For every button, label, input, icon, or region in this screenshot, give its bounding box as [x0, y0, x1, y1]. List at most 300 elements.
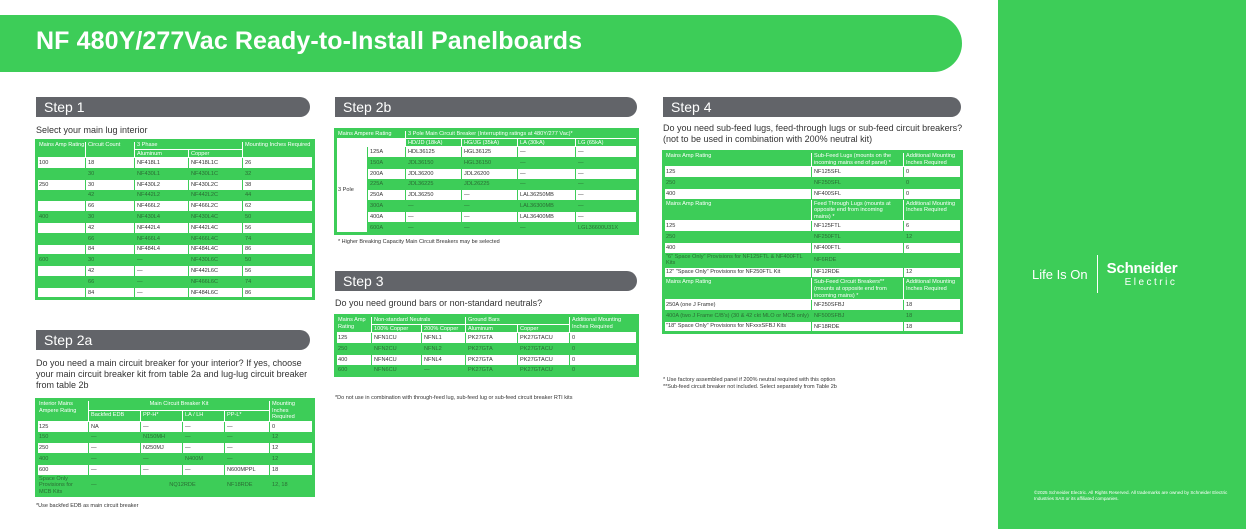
table-cell: 600: [37, 464, 89, 475]
table-cell: 18: [270, 464, 314, 475]
table-cell: NF418L1C: [189, 158, 243, 169]
table-cell: NF442L2C: [189, 190, 243, 201]
table-cell: NF430L1: [135, 168, 189, 179]
table-row: [664, 310, 962, 321]
table-cell: 400: [664, 188, 812, 199]
table-cell: [37, 190, 86, 201]
table-cell: NF430L4C: [189, 212, 243, 223]
table-cell: Space Only Provisions for MCB Kits: [37, 475, 89, 495]
table-cell: —: [462, 222, 518, 233]
table-row: [37, 244, 314, 255]
col-header: 100% Copper: [372, 324, 422, 333]
table-cell: PK27GTA: [466, 343, 518, 354]
table-cell: NF430L6C: [189, 255, 243, 266]
col-header: HD/JD (18kA): [406, 138, 462, 147]
table-row: [336, 333, 638, 344]
step1-question: Select your main lug interior: [36, 125, 148, 135]
col-header: LG (65kA): [576, 138, 638, 147]
table-row: [664, 253, 962, 267]
table-row: [336, 190, 638, 201]
table-cell: NQ12RDE: [141, 475, 225, 495]
table-cell: 62: [243, 201, 314, 212]
life-is-on-tagline: Life Is On: [1032, 266, 1088, 282]
col-header: Mains Amp Rating: [336, 316, 372, 333]
table-cell: PK27GTACU: [518, 333, 570, 344]
table-cell: [37, 266, 86, 277]
col-header: Backfed EDB: [89, 410, 141, 421]
page-title: NF 480Y/277Vac Ready-to-Install Panelboards: [36, 27, 583, 55]
col-header: Sub-Feed Circuit Breakers** (mounts at opposite end from incoming mains) *: [812, 278, 904, 300]
table-cell: N150MH: [141, 432, 183, 443]
table-cell: 12: [270, 443, 314, 454]
table-cell: NF430L4: [135, 212, 189, 223]
table-cell: 250: [664, 177, 812, 188]
table-cell: 0: [570, 354, 638, 365]
table-cell: 0: [570, 333, 638, 344]
table-cell: 18: [86, 158, 135, 169]
table-cell: NF250FTL: [812, 232, 904, 243]
table-cell: —: [406, 201, 462, 212]
col-header: Circuit Count: [86, 141, 135, 158]
table-row: [664, 300, 962, 311]
table-row: [336, 147, 638, 158]
col-header: LA / LH: [183, 410, 225, 421]
table-cell: 125: [664, 221, 812, 232]
table-cell: 0: [570, 365, 638, 376]
step3-table: [335, 315, 638, 376]
table-cell: NA: [89, 421, 141, 432]
col-header: Ground Bars: [466, 316, 570, 325]
table-row: [664, 267, 962, 278]
table-cell: NF430L2: [135, 179, 189, 190]
table-cell: LGL36600U31X: [576, 222, 638, 233]
table-cell: 32: [243, 168, 314, 179]
table-cell: PK27GTA: [466, 333, 518, 344]
table-cell: 30: [86, 168, 135, 179]
table-cell: HDL36125: [406, 147, 462, 158]
table-cell: —: [225, 443, 270, 454]
col-header: Mains Amp Rating: [664, 152, 812, 167]
table-cell: NF400SFL: [812, 188, 904, 199]
col-header: HG/JG (35kA): [462, 138, 518, 147]
table-row: [37, 158, 314, 169]
step4-question: Do you need sub-feed lugs, feed-through lugs or sub-feed circuit breakers? (not to be used in combination with 200% neutral kit): [663, 123, 963, 144]
table-cell: —: [135, 266, 189, 277]
step1-table: [36, 140, 314, 299]
step3-question: Do you need ground bars or non-standard neutrals?: [335, 298, 543, 308]
col-header: Mains Ampere Rating: [336, 130, 406, 139]
table-cell: [904, 253, 962, 267]
table-cell: NF418L1: [135, 158, 189, 169]
table-cell: —: [225, 432, 270, 443]
table-cell: —: [183, 443, 225, 454]
table-cell: 100: [37, 158, 86, 169]
col-header: Mains Amp Rating: [664, 278, 812, 300]
table-cell: 12: [270, 432, 314, 443]
table-cell: —: [576, 179, 638, 190]
table-cell: [37, 168, 86, 179]
table-cell: 42: [86, 266, 135, 277]
table-cell: —: [576, 211, 638, 222]
table-cell: NF12RDE: [812, 267, 904, 278]
table-row: [37, 201, 314, 212]
table-cell: —: [225, 454, 270, 465]
table-cell: 250A (one J Frame): [664, 300, 812, 311]
col-header: 3 Pole Main Circuit Breaker (Interrupting ratings at 480Y/277 Vac)*: [406, 130, 638, 139]
table-cell: 74: [243, 233, 314, 244]
table-row: [664, 177, 962, 188]
table-cell: 600: [37, 255, 86, 266]
table-cell: 125: [336, 333, 372, 344]
table-cell: PK27GTACU: [518, 343, 570, 354]
table-cell: —: [141, 464, 183, 475]
table-cell: NFNL4: [422, 354, 466, 365]
table-cell: JDL36225: [406, 179, 462, 190]
table-cell: 12: [270, 454, 314, 465]
table-cell: 250: [37, 443, 89, 454]
table-cell: NF442L2: [135, 190, 189, 201]
table-cell: [37, 244, 86, 255]
table-cell: —: [518, 147, 576, 158]
table-cell: —: [576, 201, 638, 212]
table-cell: 12, 18: [270, 475, 314, 495]
table-row: [664, 232, 962, 243]
table-row: [37, 464, 314, 475]
table-cell: 0: [904, 167, 962, 178]
table-cell: 600A: [368, 222, 406, 233]
table-row: [37, 287, 314, 298]
brand-divider: [1097, 255, 1098, 293]
table-cell: 150A: [368, 157, 406, 168]
brand-panel: [998, 0, 1246, 529]
col-header: Feed Through Lugs (mounts at opposite end from incoming mains) *: [812, 199, 904, 221]
table-cell: 0: [904, 177, 962, 188]
table-cell: 250A: [368, 190, 406, 201]
table-cell: —: [141, 421, 183, 432]
brand-logo: [1032, 255, 1177, 293]
step4-footnote-2: **Sub-feed circuit breaker not included. Select separately from Table 2b: [663, 384, 837, 390]
table-cell: 125: [664, 167, 812, 178]
step2a-table: [36, 399, 314, 496]
table-row: [37, 233, 314, 244]
col-header: Mounting Inches Required: [270, 400, 314, 422]
table-cell: 30: [86, 179, 135, 190]
table-cell: [37, 233, 86, 244]
step4-table: [663, 151, 962, 333]
table-cell: 74: [243, 276, 314, 287]
table-row: [37, 179, 314, 190]
table-cell: NFN4CU: [372, 354, 422, 365]
table-cell: —: [576, 168, 638, 179]
table-cell: 26: [243, 158, 314, 169]
schneider-logo: Schneider Electric: [1106, 259, 1178, 288]
table-row: [336, 201, 638, 212]
table-row: [336, 157, 638, 168]
table-cell: "6" Space Only" Provisions for NF125FTL & NF400FTL Kits: [664, 253, 812, 267]
table-cell: NF125FTL: [812, 221, 904, 232]
table-cell: NFN6CU: [372, 365, 422, 376]
table-cell: 86: [243, 287, 314, 298]
table-cell: 12: [904, 232, 962, 243]
table-cell: —: [135, 255, 189, 266]
table-cell: NF18RDE: [225, 475, 270, 495]
table-cell: NFN2CU: [372, 343, 422, 354]
table-cell: —: [183, 464, 225, 475]
step4-heading: Step 4: [663, 97, 961, 117]
table-cell: 0: [904, 188, 962, 199]
table-cell: 12: [904, 267, 962, 278]
table-cell: JDL36250: [406, 190, 462, 201]
table-cell: NF430L1C: [189, 168, 243, 179]
step2b-heading: Step 2b: [335, 97, 637, 117]
table-cell: "18" Space Only" Provisions for NFxxxSFBJ Kits: [664, 321, 812, 332]
table-cell: 66: [86, 276, 135, 287]
col-header: Copper: [518, 324, 570, 333]
table-row: [37, 443, 314, 454]
table-cell: —: [462, 190, 518, 201]
table-cell: NF400FTL: [812, 242, 904, 253]
table-cell: NF250SFL: [812, 177, 904, 188]
table-row: [336, 222, 638, 233]
table-cell: 0: [270, 421, 314, 432]
table-cell: 200A: [368, 168, 406, 179]
col-header: Non-standard Neutrals: [372, 316, 466, 325]
table-cell: LAL36300MB: [518, 201, 576, 212]
table-cell: 0: [570, 343, 638, 354]
table-cell: JDL26225: [462, 179, 518, 190]
table-cell: —: [141, 454, 183, 465]
step2b-footnote: * Higher Breaking Capacity Main Circuit Breakers may be selected: [338, 239, 500, 245]
col-header: Mains Amp Rating: [37, 141, 86, 158]
table-cell: HGL36125: [462, 147, 518, 158]
table-cell: NF466L4: [135, 233, 189, 244]
table-cell: 400A (two J Frame C/B's) (30 & 42 ckt MLO or MCB only): [664, 310, 812, 321]
table-cell: NF442L6C: [189, 266, 243, 277]
table-row: [37, 190, 314, 201]
table-cell: N250MJ: [141, 443, 183, 454]
table-cell: 50: [243, 212, 314, 223]
step2a-question: Do you need a main circuit breaker for your interior? If yes, choose your main circuit breaker kit from table 2a and lug-lug circuit breaker from table 2b: [36, 358, 308, 390]
table-cell: —: [89, 464, 141, 475]
table-row: [37, 475, 314, 495]
col-header: 200% Copper: [422, 324, 466, 333]
table-cell: 18: [904, 300, 962, 311]
table-cell: 18: [904, 321, 962, 332]
table-cell: NF466L6C: [189, 276, 243, 287]
table-cell: 12" "Space Only" Provisions for NF250FTL Kit: [664, 267, 812, 278]
table-cell: —: [518, 222, 576, 233]
table-row: [336, 343, 638, 354]
col-header: Aluminum: [135, 149, 189, 158]
table-cell: NF6RDE: [812, 253, 904, 267]
step3-footnote: *Do not use in combination with through-feed lug, sub-feed lug or sub-feed circuit breaker RTI kits: [335, 395, 573, 401]
table-cell: NF466L4C: [189, 233, 243, 244]
table-cell: NF430L2C: [189, 179, 243, 190]
table-cell: NFNL2: [422, 343, 466, 354]
table-cell: 125A: [368, 147, 406, 158]
table-row: [37, 212, 314, 223]
col-header: Additional Mounting Inches Required: [904, 199, 962, 221]
table-cell: [37, 276, 86, 287]
table-cell: 6: [904, 242, 962, 253]
table-cell: —: [518, 179, 576, 190]
table-cell: —: [576, 190, 638, 201]
col-header: Additional Mounting Inches Required: [904, 278, 962, 300]
table-cell: 56: [243, 222, 314, 233]
table-cell: 44: [243, 190, 314, 201]
table-cell: 38: [243, 179, 314, 190]
table-cell: 150: [37, 432, 89, 443]
table-cell: 50: [243, 255, 314, 266]
table-cell: NF125SFL: [812, 167, 904, 178]
table-cell: —: [89, 432, 141, 443]
table-cell: 42: [86, 222, 135, 233]
table-row: [336, 179, 638, 190]
table-cell: 6: [904, 221, 962, 232]
table-cell: 400: [37, 212, 86, 223]
col-header: Mounting Inches Required: [243, 141, 314, 158]
step3-heading: Step 3: [335, 271, 637, 291]
table-cell: —: [518, 168, 576, 179]
pole-label: 3 Pole: [336, 147, 368, 233]
table-row: [336, 168, 638, 179]
table-cell: 30: [86, 212, 135, 223]
table-cell: —: [183, 421, 225, 432]
table-cell: N400M: [183, 454, 225, 465]
col-header: Interior Mains Ampere Rating: [37, 400, 89, 422]
table-cell: —: [462, 211, 518, 222]
step1-heading: Step 1: [36, 97, 310, 117]
table-row: [664, 167, 962, 178]
table-cell: —: [406, 211, 462, 222]
table-cell: NF442L4C: [189, 222, 243, 233]
table-row: [37, 454, 314, 465]
table-cell: NF484L4C: [189, 244, 243, 255]
table-cell: —: [406, 222, 462, 233]
table-cell: —: [462, 201, 518, 212]
table-row: [37, 432, 314, 443]
col-header: Additional Mounting Inches Required: [904, 152, 962, 167]
step2b-table: [335, 129, 638, 234]
copyright-text: ©2025 Schneider Electric. All Rights Reserved. All trademarks are owned by Schneider Electric Industries SAS or its affiliated companies.: [1034, 490, 1228, 502]
table-cell: 400A: [368, 211, 406, 222]
table-cell: 84: [86, 287, 135, 298]
table-cell: 30: [86, 255, 135, 266]
table-cell: 125: [37, 421, 89, 432]
table-row: [37, 421, 314, 432]
table-cell: PK27GTACU: [518, 365, 570, 376]
col-header: PP-H*: [141, 410, 183, 421]
table-row: [37, 168, 314, 179]
table-cell: N600MPPL: [225, 464, 270, 475]
table-cell: 225A: [368, 179, 406, 190]
table-cell: NF466L2: [135, 201, 189, 212]
title-banner: [0, 15, 962, 72]
table-cell: HGL36150: [462, 157, 518, 168]
table-cell: 56: [243, 266, 314, 277]
table-cell: 400: [336, 354, 372, 365]
table-cell: NF484L6C: [189, 287, 243, 298]
table-row: [336, 354, 638, 365]
table-cell: 66: [86, 233, 135, 244]
table-cell: —: [89, 443, 141, 454]
table-cell: [37, 222, 86, 233]
table-row: [664, 188, 962, 199]
table-cell: 600: [336, 365, 372, 376]
table-cell: NF466L2C: [189, 201, 243, 212]
col-header: 3 Phase: [135, 141, 243, 150]
table-cell: PK27GTA: [466, 365, 518, 376]
step4-footnote-1: * Use factory assembled panel if 200% neutral required with this option: [663, 377, 836, 383]
table-cell: 300A: [368, 201, 406, 212]
table-cell: —: [576, 157, 638, 168]
table-row: [37, 276, 314, 287]
step2a-heading: Step 2a: [36, 330, 310, 350]
table-cell: —: [183, 432, 225, 443]
table-cell: 84: [86, 244, 135, 255]
col-header: Mains Amp Rating: [664, 199, 812, 221]
table-cell: [37, 287, 86, 298]
table-cell: NF442L4: [135, 222, 189, 233]
col-header: Aluminum: [466, 324, 518, 333]
step2a-footnote: *Use backfed EDB as main circuit breaker: [36, 503, 139, 509]
table-cell: —: [89, 475, 141, 495]
col-header: Main Circuit Breaker Kit: [89, 400, 270, 411]
table-row: [664, 242, 962, 253]
table-cell: 400: [664, 242, 812, 253]
table-cell: NF484L4: [135, 244, 189, 255]
table-cell: 400: [37, 454, 89, 465]
table-row: [664, 221, 962, 232]
table-cell: —: [225, 421, 270, 432]
table-cell: 66: [86, 201, 135, 212]
col-header: PP-L*: [225, 410, 270, 421]
table-row: [336, 211, 638, 222]
table-cell: JDL26200: [462, 168, 518, 179]
table-cell: LAL36400MB: [518, 211, 576, 222]
table-cell: 250: [37, 179, 86, 190]
table-row: [664, 321, 962, 332]
table-row: [336, 365, 638, 376]
table-cell: LAL36250MB: [518, 190, 576, 201]
table-row: [37, 266, 314, 277]
table-cell: —: [89, 454, 141, 465]
table-cell: 250: [336, 343, 372, 354]
table-cell: PK27GTA: [466, 354, 518, 365]
table-cell: 42: [86, 190, 135, 201]
col-header: Copper: [189, 149, 243, 158]
table-cell: JDL36200: [406, 168, 462, 179]
table-cell: [37, 201, 86, 212]
table-cell: NFNL1: [422, 333, 466, 344]
table-cell: 18: [904, 310, 962, 321]
col-header: LA (30kA): [518, 138, 576, 147]
table-cell: NF18RDE: [812, 321, 904, 332]
table-cell: —: [135, 276, 189, 287]
table-row: [37, 222, 314, 233]
table-cell: —: [518, 157, 576, 168]
table-cell: —: [422, 365, 466, 376]
col-header: Sub-Feed Lugs (mounts on the incoming mains end of panel) *: [812, 152, 904, 167]
table-cell: NF250SFBJ: [812, 300, 904, 311]
table-cell: —: [135, 287, 189, 298]
table-cell: JDL36150: [406, 157, 462, 168]
table-cell: 86: [243, 244, 314, 255]
table-cell: —: [576, 147, 638, 158]
table-row: [37, 255, 314, 266]
col-header: Additional Mounting Inches Required: [570, 316, 638, 333]
table-cell: PK27GTACU: [518, 354, 570, 365]
